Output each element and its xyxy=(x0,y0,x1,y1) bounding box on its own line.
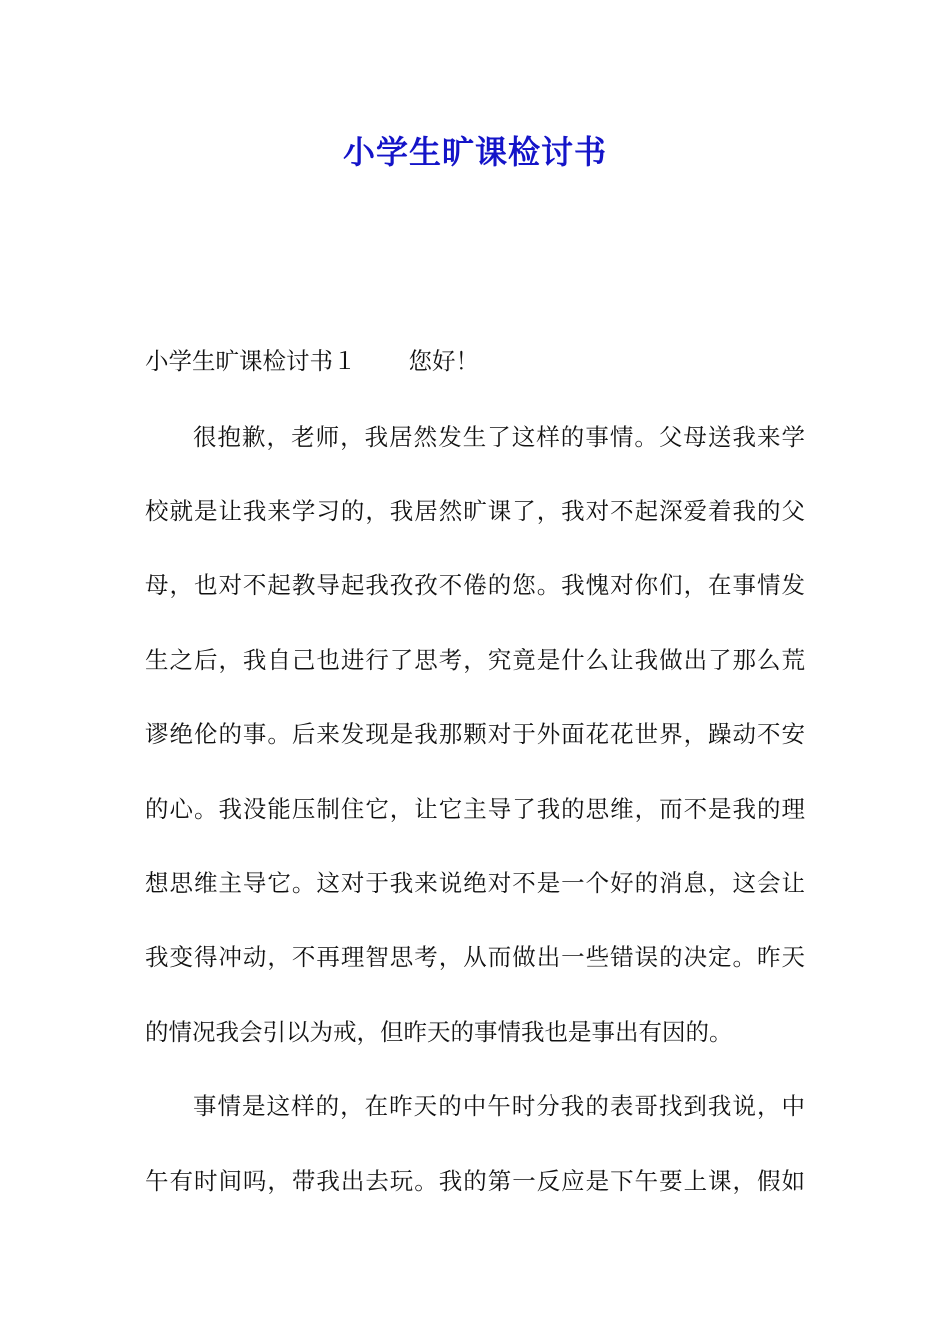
paragraph-1-line-8: 我变得冲动，不再理智思考，从而做出一些错误的决定。昨天 xyxy=(145,943,805,971)
heading-line xyxy=(145,346,805,376)
paragraph-1-line-5: 谬绝伦的事。后来发现是我那颗对于外面花花世界，躁动不安 xyxy=(145,720,805,748)
paragraph-1-line-4: 生之后，我自己也进行了思考，究竟是什么让我做出了那么荒 xyxy=(145,646,805,674)
paragraph-2-line-1: 事情是这样的，在昨天的中午时分我的表哥找到我说，中 xyxy=(193,1092,805,1120)
paragraph-2-line-2: 午有时间吗，带我出去玩。我的第一反应是下午要上课，假如 xyxy=(145,1167,805,1195)
paragraph-1-line-9: 的情况我会引以为戒，但昨天的事情我也是事出有因的。 xyxy=(145,1018,733,1046)
paragraph-1-line-6: 的心。我没能压制住它，让它主导了我的思维，而不是我的理 xyxy=(145,795,805,823)
paragraph-1-line-3: 母，也对不起教导起我孜孜不倦的您。我愧对你们，在事情发 xyxy=(145,571,805,599)
document-title: 小学生旷课检讨书 xyxy=(342,133,607,171)
paragraph-1-line-7: 想思维主导它。这对于我来说绝对不是一个好的消息，这会让 xyxy=(145,869,805,897)
heading-label: 小学生旷课检讨书１ xyxy=(145,347,357,375)
paragraph-1-line-1: 很抱歉，老师，我居然发生了这样的事情。父母送我来学 xyxy=(193,423,805,451)
paragraph-1-line-2: 校就是让我来学习的，我居然旷课了，我对不起深爱着我的父 xyxy=(145,497,805,525)
greeting-text: 您好！ xyxy=(408,347,479,375)
